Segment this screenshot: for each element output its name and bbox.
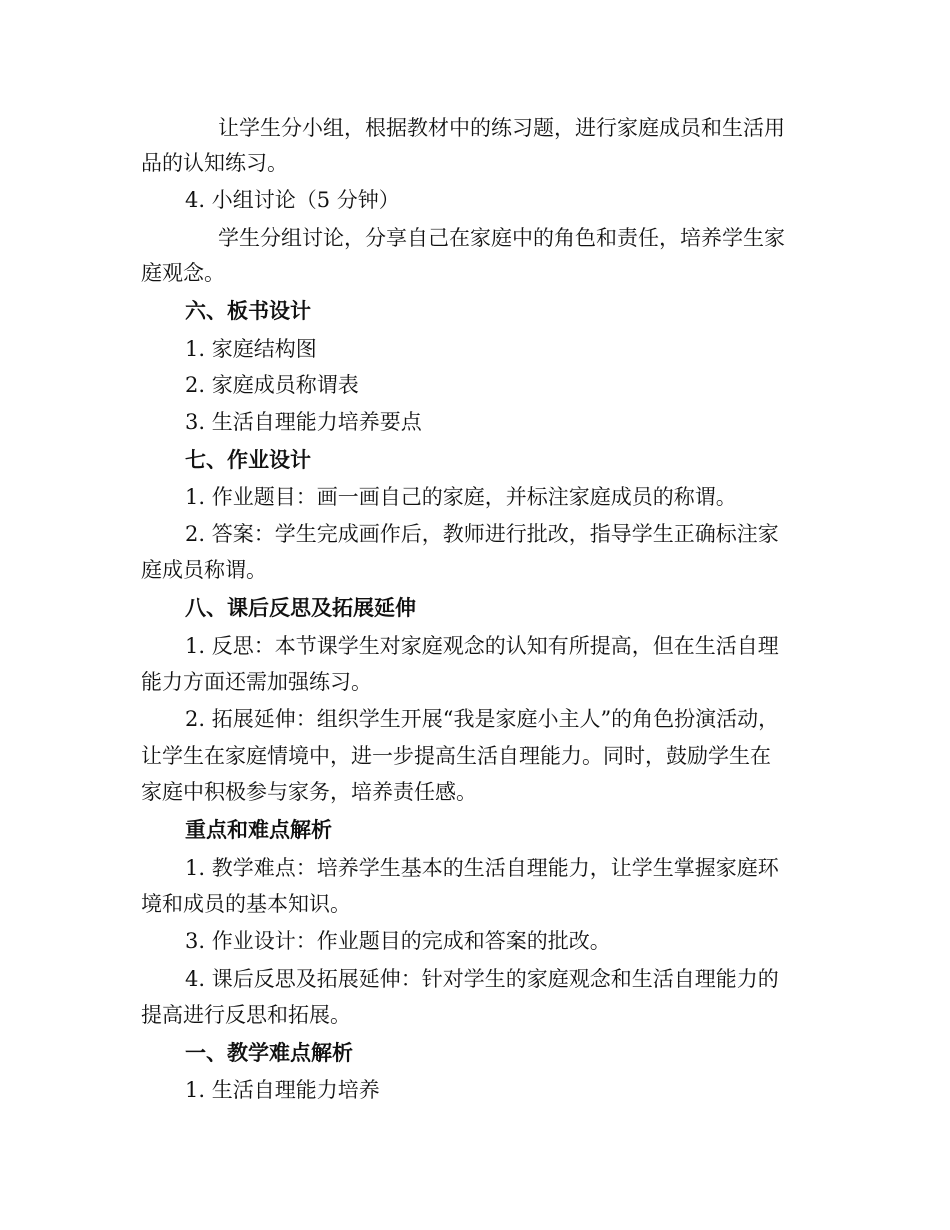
list-item: 2. 答案：学生完成画作后，教师进行批改，指导学生正确标注家 <box>185 522 779 546</box>
section-heading: 八、课后反思及拓展延伸 <box>185 595 416 620</box>
paragraph-line: 提高进行反思和拓展。 <box>141 1003 351 1027</box>
paragraph-line: 学生分组讨论，分享自己在家庭中的角色和责任，培养学生家 <box>218 226 785 250</box>
list-item: 1. 作业题目：画一画自己的家庭，并标注家庭成员的称谓。 <box>185 485 737 509</box>
section-heading: 一、教学难点解析 <box>185 1040 353 1065</box>
paragraph-line: 家庭中积极参与家务，培养责任感。 <box>141 780 477 804</box>
list-item: 1. 生活自理能力培养 <box>185 1078 380 1102</box>
list-item: 1. 反思：本节课学生对家庭观念的认知有所提高，但在生活自理 <box>185 634 779 658</box>
paragraph-line: 让学生在家庭情境中，进一步提高生活自理能力。同时，鼓励学生在 <box>141 744 771 768</box>
paragraph-line: 让学生分小组，根据教材中的练习题，进行家庭成员和生活用 <box>218 116 785 140</box>
list-item: 3. 作业设计：作业题目的完成和答案的批改。 <box>185 929 611 953</box>
list-item: 2. 拓展延伸：组织学生开展“我是家庭小主人”的角色扮演活动， <box>185 707 780 731</box>
list-item: 2. 家庭成员称谓表 <box>185 373 359 397</box>
list-item: 1. 家庭结构图 <box>185 337 317 361</box>
section-heading: 重点和难点解析 <box>185 817 332 842</box>
list-item: 4. 课后反思及拓展延伸：针对学生的家庭观念和生活自理能力的 <box>185 967 779 991</box>
paragraph-line: 庭观念。 <box>141 261 225 285</box>
list-item: 1. 教学难点：培养学生基本的生活自理能力，让学生掌握家庭环 <box>185 856 779 880</box>
list-item: 3. 生活自理能力培养要点 <box>185 410 422 434</box>
paragraph-line: 庭成员称谓。 <box>141 558 267 582</box>
paragraph-line: 境和成员的基本知识。 <box>141 892 351 916</box>
paragraph-line: 品的认知练习。 <box>141 151 288 175</box>
list-item: 4. 小组讨论（5 分钟） <box>185 188 400 212</box>
paragraph-line: 能力方面还需加强练习。 <box>141 670 372 694</box>
section-heading: 七、作业设计 <box>185 447 311 472</box>
section-heading: 六、板书设计 <box>185 298 311 323</box>
